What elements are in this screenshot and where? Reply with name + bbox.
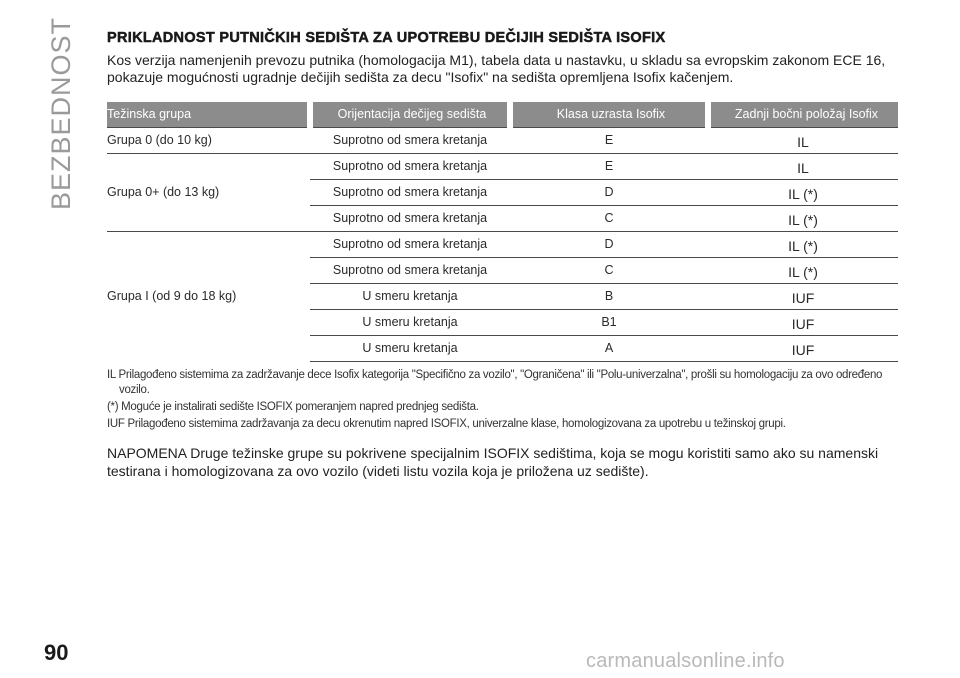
footnote-iuf: IUF Prilagođeno sistemima zadržavanja za decu okrenutim napred ISOFIX, univerzalne klase, homologizovana za upotrebu u težinskoj grupi. <box>107 417 786 430</box>
intro-paragraph: Kos verzija namenjenih prevozu putnika (homologacija M1), tabela data u nastavku, u skladu sa evropskim zakonom ECE 16, pokazuje mogućnosti ugradnje dečijih sedišta za decu "Isofix" na sedišta opremljena Isofix kačenjem. <box>107 52 886 85</box>
class-cell: D <box>510 231 708 257</box>
isofix-table <box>107 102 898 362</box>
orientation-cell: U smeru kretanja <box>310 335 510 361</box>
table-row <box>107 231 898 257</box>
class-cell: E <box>510 153 708 179</box>
table-footnotes <box>107 368 898 432</box>
orientation-cell: Suprotno od smera kretanja <box>310 231 510 257</box>
group-name: Grupa I (od 9 do 18 kg) <box>107 231 310 361</box>
position-cell: IL <box>708 127 898 153</box>
class-cell: B <box>510 283 708 309</box>
orientation-cell: Suprotno od smera kretanja <box>310 153 510 179</box>
watermark: carmanualsonline.info <box>586 650 785 672</box>
orientation-cell: U smeru kretanja <box>310 283 510 309</box>
section-side-label-text: BEZBEDNOST <box>46 16 77 210</box>
table-row <box>107 153 898 179</box>
page-content <box>107 28 898 480</box>
page-number: 90 <box>44 640 69 665</box>
group-name: Grupa 0 (do 10 kg) <box>107 127 310 153</box>
position-cell: IL (*) <box>708 179 898 205</box>
position-cell: IL (*) <box>708 231 898 257</box>
class-cell: A <box>510 335 708 361</box>
page-heading: PRIKLADNOST PUTNIČKIH SEDIŠTA ZA UPOTREBU DEČIJIH SEDIŠTA ISOFIX <box>107 30 666 46</box>
header-weight-group: Težinska grupa <box>107 102 310 127</box>
section-side-label <box>42 16 82 210</box>
header-size-class: Klasa uzrasta Isofix <box>510 102 708 127</box>
footnote-il-line2: vozilo. <box>119 383 150 396</box>
position-cell: IUF <box>708 309 898 335</box>
class-cell: D <box>510 179 708 205</box>
header-orientation: Orijentacija dečijeg sedišta <box>310 102 510 127</box>
footnote-il <box>107 368 898 398</box>
orientation-cell: Suprotno od smera kretanja <box>310 179 510 205</box>
position-cell: IUF <box>708 335 898 361</box>
position-cell: IL (*) <box>708 205 898 231</box>
footnote-il-line1: IL Prilagođeno sistemima za zadržavanje dece Isofix kategorija "Specifično za vozilo", "Ograničena" ili "Polu-univerzalna", prošli su homologaciju za ovo određeno <box>107 368 883 381</box>
table-header-row <box>107 102 898 127</box>
note-paragraph: NAPOMENA Druge težinske grupe su pokrivene specijalnim ISOFIX sedištima, koja se mogu koristiti samo ako su namenski testirana i homologizovana za ovo vozilo (videti listu vozila koja je priložena uz sedište). <box>107 444 879 479</box>
position-cell: IUF <box>708 283 898 309</box>
table-row <box>107 127 898 153</box>
orientation-cell: Suprotno od smera kretanja <box>310 257 510 283</box>
orientation-cell: Suprotno od smera kretanja <box>310 205 510 231</box>
orientation-cell: U smeru kretanja <box>310 309 510 335</box>
class-cell: C <box>510 257 708 283</box>
orientation-cell: Suprotno od smera kretanja <box>310 127 510 153</box>
position-cell: IL (*) <box>708 257 898 283</box>
class-cell: B1 <box>510 309 708 335</box>
footnote-star: (*) Moguće je instalirati sedište ISOFIX pomeranjem napred prednjeg sedišta. <box>107 400 479 413</box>
group-name: Grupa 0+ (do 13 kg) <box>107 153 310 231</box>
position-cell: IL <box>708 153 898 179</box>
header-rear-side-position: Zadnji bočni položaj Isofix <box>708 102 898 127</box>
class-cell: E <box>510 127 708 153</box>
class-cell: C <box>510 205 708 231</box>
